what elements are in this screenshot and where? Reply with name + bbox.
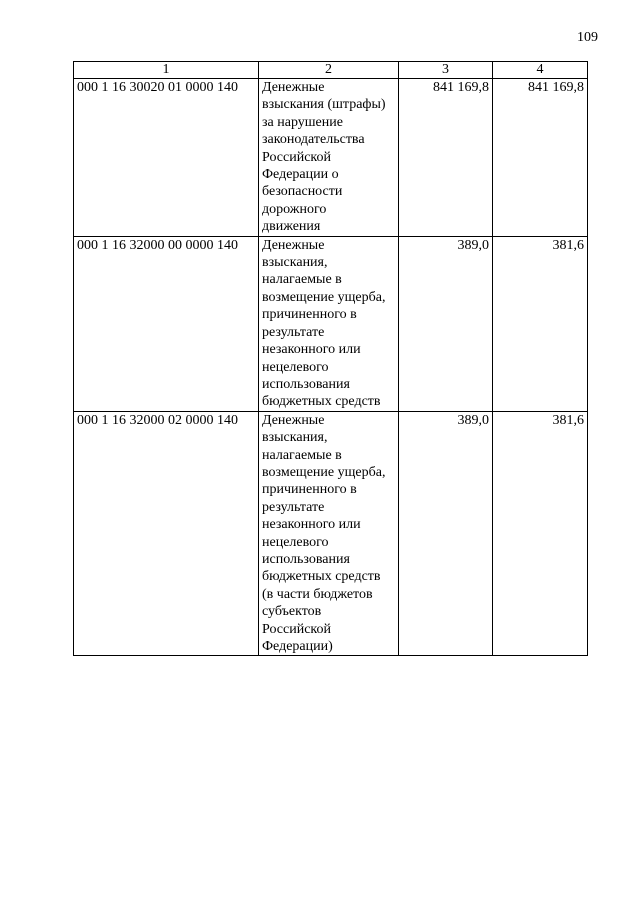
table-row (74, 236, 588, 411)
column-header-3: 3 (399, 62, 493, 79)
column-header-2: 2 (259, 62, 399, 79)
row-name: Денежные взыскания, налагаемые в возмещение ущерба, причиненного в результате незаконного или нецелевого использования бюджетных средств (259, 236, 399, 411)
row-value-col4: 381,6 (493, 411, 588, 656)
row-code: 000 1 16 30020 01 0000 140 (74, 79, 259, 237)
column-header-1: 1 (74, 62, 259, 79)
row-value-col3: 389,0 (399, 411, 493, 656)
row-value-col3: 389,0 (399, 236, 493, 411)
row-value-col4: 381,6 (493, 236, 588, 411)
row-code: 000 1 16 32000 00 0000 140 (74, 236, 259, 411)
table-body (74, 79, 588, 656)
header-row (74, 62, 588, 79)
table-row (74, 79, 588, 237)
row-value-col3: 841 169,8 (399, 79, 493, 237)
row-code: 000 1 16 32000 02 0000 140 (74, 411, 259, 656)
table-header (74, 62, 588, 79)
column-header-4: 4 (493, 62, 588, 79)
table-row (74, 411, 588, 656)
row-name: Денежные взыскания, налагаемые в возмещение ущерба, причиненного в результате незаконного или нецелевого использования бюджетных средств (в части бюджетов субъектов Российской Федерации) (259, 411, 399, 656)
budget-table (73, 61, 588, 656)
page-number: 109 (577, 30, 598, 45)
row-value-col4: 841 169,8 (493, 79, 588, 237)
row-name: Денежные взыскания (штрафы) за нарушение законодательства Российской Федерации о безопасности дорожного движения (259, 79, 399, 237)
